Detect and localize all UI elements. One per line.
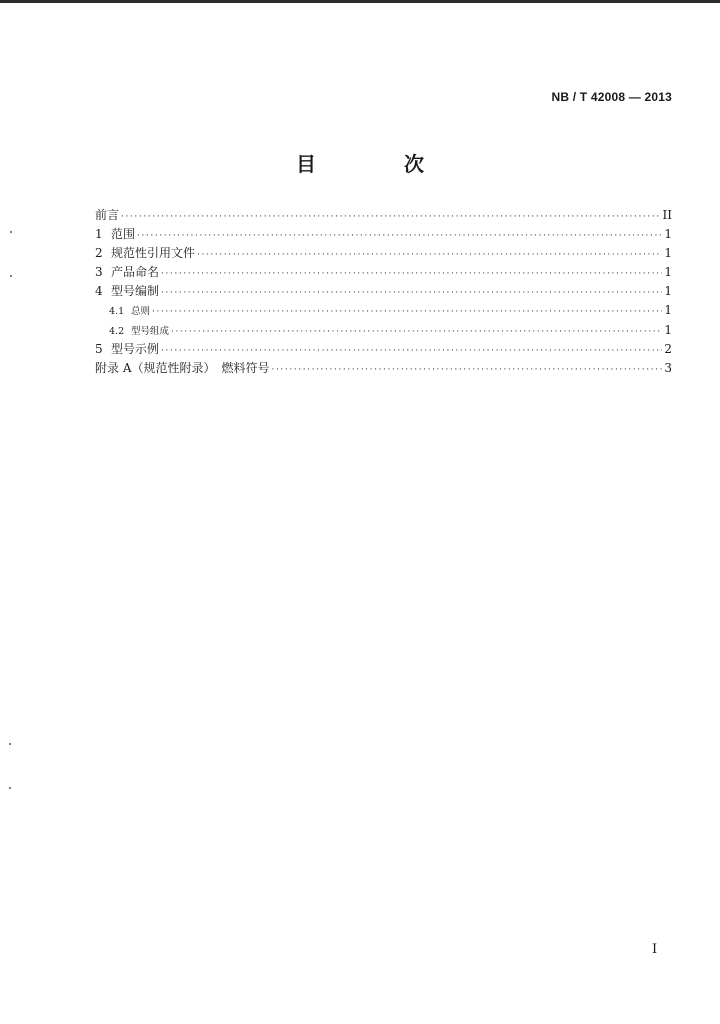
toc-entry-page: 1 [664,246,672,261]
toc-entry-title: 型号编制 [111,284,160,299]
toc-entry-model-composition[interactable] [95,321,672,340]
toc-entry-number: 2 [95,246,103,261]
toc-dot-leader [137,227,662,246]
top-border-rule [0,0,720,3]
toc-entry-title: 总则 [131,306,151,318]
toc-entry-title: 附录 A（规范性附录） 燃料符号 [95,360,270,375]
toc-entry-model-compilation[interactable] [95,282,672,301]
toc-entry-foreword[interactable] [95,206,672,225]
toc-entry-model-examples[interactable] [95,340,672,359]
toc-entry-number: 3 [95,265,103,280]
toc-dot-leader [271,361,662,380]
table-of-contents [95,206,672,378]
toc-dot-leader [152,303,662,322]
toc-entry-page: 2 [664,341,672,356]
toc-entry-number: 4.1 [109,306,125,318]
toc-entry-page: 1 [664,284,672,299]
toc-entry-title: 型号示例 [111,341,160,356]
toc-entry-page: 1 [664,227,672,242]
toc-entry-number: 4.2 [109,325,125,337]
toc-entry-page: II [662,208,672,222]
toc-entry-title: 型号组成 [131,325,170,337]
toc-entry-number: 1 [95,227,103,242]
toc-entry-appendix-a[interactable] [95,359,672,378]
toc-dot-leader [171,323,662,342]
toc-entry-product-naming[interactable] [95,263,672,282]
toc-entry-title: 范围 [111,227,136,242]
toc-entry-normative-references[interactable] [95,244,672,263]
toc-entry-title: 产品命名 [111,265,160,280]
toc-dot-leader [161,284,662,303]
toc-entry-page: 3 [664,360,672,375]
toc-entry-title: 前言 [95,208,120,222]
toc-entry-page: 1 [664,322,672,337]
toc-entry-page: 1 [664,303,672,318]
toc-dot-leader [121,208,661,227]
toc-entry-number: 4 [95,284,103,299]
scan-speck [10,231,12,233]
toc-dot-leader [197,246,662,265]
toc-entry-scope[interactable] [95,225,672,244]
page-number: I [652,942,658,957]
toc-dot-leader [161,265,662,284]
toc-entry-page: 1 [664,265,672,280]
toc-entry-general[interactable] [95,301,672,320]
toc-entry-number: 5 [95,341,103,356]
toc-entry-title: 规范性引用文件 [111,246,196,261]
scan-speck [10,275,12,277]
page-title: 目 次 [296,152,458,176]
standard-number: NB / T 42008 — 2013 [551,90,672,104]
scan-speck [9,743,11,745]
scan-speck [9,787,11,789]
